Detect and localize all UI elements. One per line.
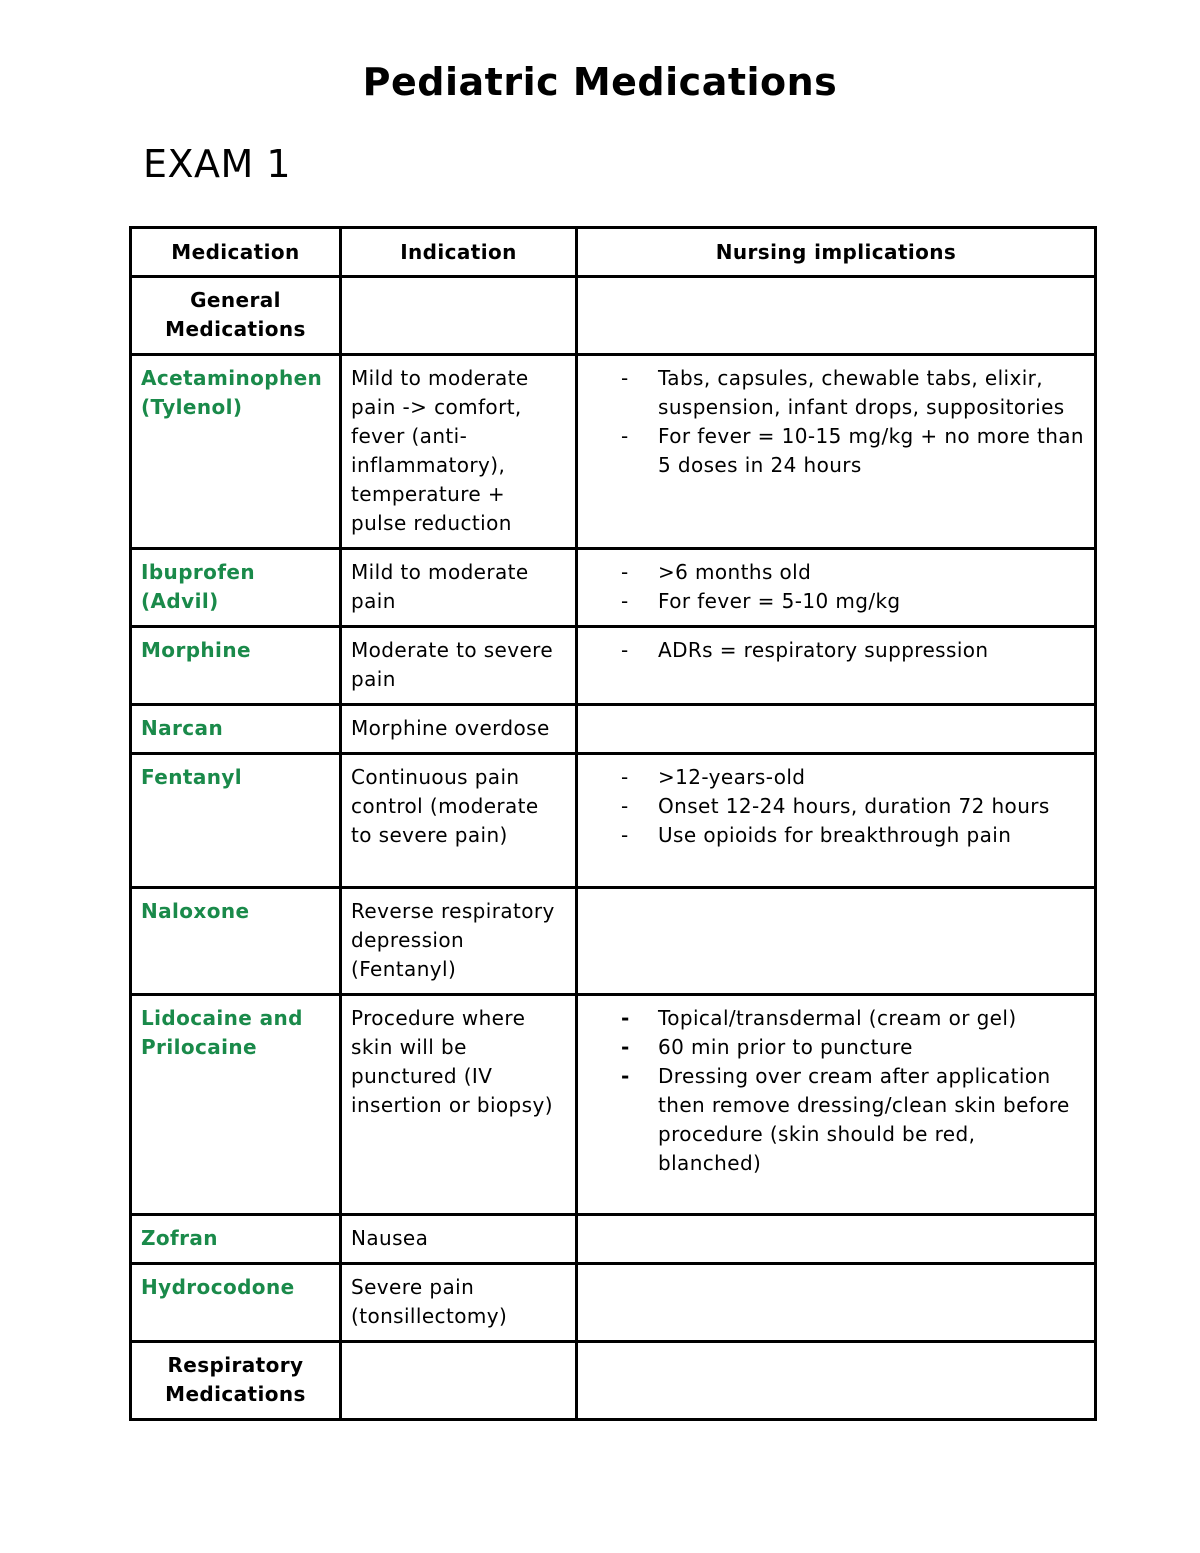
list-item: - Onset 12-24 hours, duration 72 hours [621,794,1050,818]
medication-name: Morphine [131,627,341,705]
table-row [131,754,1096,888]
nursing-cell [577,627,1096,705]
list-item: - For fever = 10-15 mg/kg + no more than 5 doses in 24 hours [621,424,1085,477]
list-item: - Topical/transdermal (cream or gel) [621,1006,1017,1030]
page-title: Pediatric Medications [362,60,838,104]
medication-name: Fentanyl [131,754,341,888]
table-cell [341,1342,577,1420]
table-cell [577,277,1096,355]
table-cell [577,1342,1096,1420]
list-item: - Dressing over cream after application then remove dressing/clean skin before procedure (skin should be red, blanched) [621,1064,1070,1175]
indication-cell: Mild to moderate pain [341,549,577,627]
nursing-cell [577,1215,1096,1264]
medication-name: Naloxone [131,888,341,995]
table-row [131,627,1096,705]
header-nursing-implications: Nursing implications [577,228,1096,277]
table-row [131,1215,1096,1264]
nursing-cell [577,1264,1096,1342]
medications-table [129,226,1097,1421]
medication-name: Narcan [131,705,341,754]
table-row [131,1264,1096,1342]
list-item: - 60 min prior to puncture [621,1035,913,1059]
section-row-general [131,277,1096,355]
indication-cell: Procedure where skin will be punctured (IV insertion or biopsy) [341,995,577,1215]
list-item: - Tabs, capsules, chewable tabs, elixir, suspension, infant drops, suppositories [621,366,1065,419]
nursing-cell [577,705,1096,754]
header-indication: Indication [341,228,577,277]
nursing-cell [577,888,1096,995]
nursing-cell [577,355,1096,549]
list-item: - ADRs = respiratory suppression [621,638,989,662]
exam-label: EXAM 1 [143,142,292,186]
table-row [131,549,1096,627]
medication-name: Ibuprofen (Advil) [131,549,341,627]
nursing-cell [577,995,1096,1215]
medication-name: Lidocaine and Prilocaine [131,995,341,1215]
indication-cell: Moderate to severe pain [341,627,577,705]
section-row-respiratory [131,1342,1096,1420]
header-medication: Medication [131,228,341,277]
table-header-row [131,228,1096,277]
indication-cell: Continuous pain control (moderate to severe pain) [341,754,577,888]
section-label-general: General Medications [131,277,341,355]
indication-cell: Mild to moderate pain -> comfort, fever (anti-inflammatory), temperature + pulse reduction [341,355,577,549]
list-item: - >6 months old [621,560,812,584]
section-label-respiratory: Respiratory Medications [131,1342,341,1420]
indication-cell: Morphine overdose [341,705,577,754]
list-item: - Use opioids for breakthrough pain [621,823,1012,847]
indication-cell: Severe pain (tonsillectomy) [341,1264,577,1342]
medication-name: Hydrocodone [131,1264,341,1342]
table-row [131,995,1096,1215]
indication-cell: Nausea [341,1215,577,1264]
nursing-cell [577,549,1096,627]
table-cell [341,277,577,355]
list-item: - >12-years-old [621,765,806,789]
table-row [131,888,1096,995]
list-item: - For fever = 5-10 mg/kg [621,589,901,613]
table-row [131,705,1096,754]
medication-name: Zofran [131,1215,341,1264]
medication-name: Acetaminophen (Tylenol) [131,355,341,549]
indication-cell: Reverse respiratory depression (Fentanyl) [341,888,577,995]
table-row [131,355,1096,549]
nursing-cell [577,754,1096,888]
